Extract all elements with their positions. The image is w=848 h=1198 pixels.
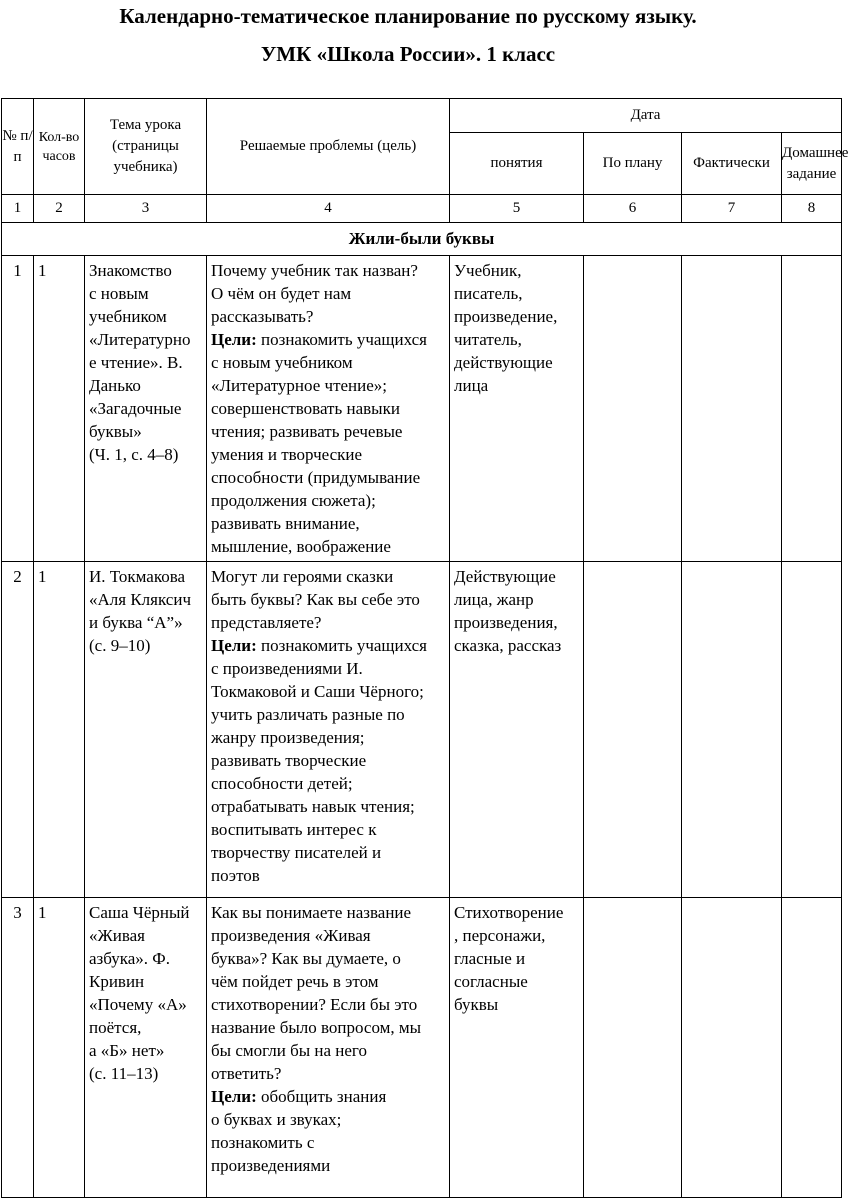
goal-label: Цели: <box>211 330 257 349</box>
page-title-line1: Календарно-тематическое планирование по русскому языку. <box>119 4 697 28</box>
planning-table <box>1 98 848 1198</box>
header-actual: Фактически <box>682 133 782 195</box>
column-number: 1 <box>2 195 34 223</box>
row-goal: познакомить учащихся с новым учебником «Литературное чтение»; совершенствовать навыки чтения; развивать речевые умения и творческие способности (придумывание продолжения сюжета); развивать внимание, мышление, воображение <box>211 330 427 556</box>
row-num: 2 <box>2 562 34 898</box>
column-number: 2 <box>34 195 85 223</box>
header-homework: Домашнее задание <box>782 133 842 195</box>
header-hours: Кол-во часов <box>34 99 85 195</box>
column-number-row <box>2 195 842 223</box>
row-goal: обобщить знания о буквах и звуках; познакомить с произведениями <box>211 1087 387 1175</box>
row-actual <box>682 562 782 898</box>
section-row <box>2 223 842 256</box>
row-homework <box>782 256 842 562</box>
row-problems <box>207 562 450 898</box>
row-concepts: Действующие лица, жанр произведения, сказка, рассказ <box>450 562 584 898</box>
row-num: 1 <box>2 256 34 562</box>
header-date: Дата <box>450 99 842 133</box>
row-hours: 1 <box>34 898 85 1198</box>
row-topic: Саша Чёрный «Живая азбука». Ф. Кривин «Почему «А» поётся, а «Б» нет» (с. 11–13) <box>85 898 207 1198</box>
column-number: 5 <box>450 195 584 223</box>
row-problems <box>207 256 450 562</box>
header-num: № п/п <box>2 99 34 195</box>
column-number: 4 <box>207 195 450 223</box>
header-plan: По плану <box>584 133 682 195</box>
row-question: Могут ли героями сказки быть буквы? Как вы себе это представляете? <box>211 567 420 632</box>
row-question: Почему учебник так назван? О чём он будет нам рассказывать? <box>211 261 418 326</box>
row-actual <box>682 898 782 1198</box>
header-row <box>2 99 842 133</box>
row-hours: 1 <box>34 256 85 562</box>
row-hours: 1 <box>34 562 85 898</box>
row-num: 3 <box>2 898 34 1198</box>
table-row <box>2 562 842 898</box>
page-title-line2: УМК «Школа России». 1 класс <box>260 42 556 66</box>
header-concepts: понятия <box>450 133 584 195</box>
goal-label: Цели: <box>211 1087 257 1106</box>
column-number: 7 <box>682 195 782 223</box>
row-homework <box>782 562 842 898</box>
row-concepts: Учебник, писатель, произведение, читатель, действующие лица <box>450 256 584 562</box>
row-plan <box>584 256 682 562</box>
row-actual <box>682 256 782 562</box>
table-row <box>2 898 842 1198</box>
header-topic: Тема урока (страницы учебника) <box>85 99 207 195</box>
row-problems <box>207 898 450 1198</box>
header-problems: Решаемые проблемы (цель) <box>207 99 450 195</box>
column-number: 6 <box>584 195 682 223</box>
column-number: 8 <box>782 195 842 223</box>
row-goal: познакомить учащихся с произведениями И. Токмаковой и Саши Чёрного; учить различать разные по жанру произведения; развивать творческие способности детей; отрабатывать навык чтения; воспитывать интерес к творчеству писателей и поэтов <box>211 636 427 885</box>
goal-label: Цели: <box>211 636 257 655</box>
column-number: 3 <box>85 195 207 223</box>
row-question: Как вы понимаете название произведения «Живая буква»? Как вы думаете, о чём пойдет речь в этом стихотворении? Если бы это название было вопросом, мы бы смогли бы на него ответить? <box>211 903 422 1083</box>
row-concepts: Стихотворение , персонажи, гласные и согласные буквы <box>450 898 584 1198</box>
table-row <box>2 256 842 562</box>
row-plan <box>584 898 682 1198</box>
row-topic: И. Токмакова «Аля Кляксич и буква “А”» (с. 9–10) <box>85 562 207 898</box>
section-title: Жили-были буквы <box>2 223 842 256</box>
row-homework <box>782 898 842 1198</box>
row-plan <box>584 562 682 898</box>
row-topic: Знакомство с новым учебником «Литературно е чтение». В. Данько «Загадочные буквы» (Ч. 1, с. 4–8) <box>85 256 207 562</box>
